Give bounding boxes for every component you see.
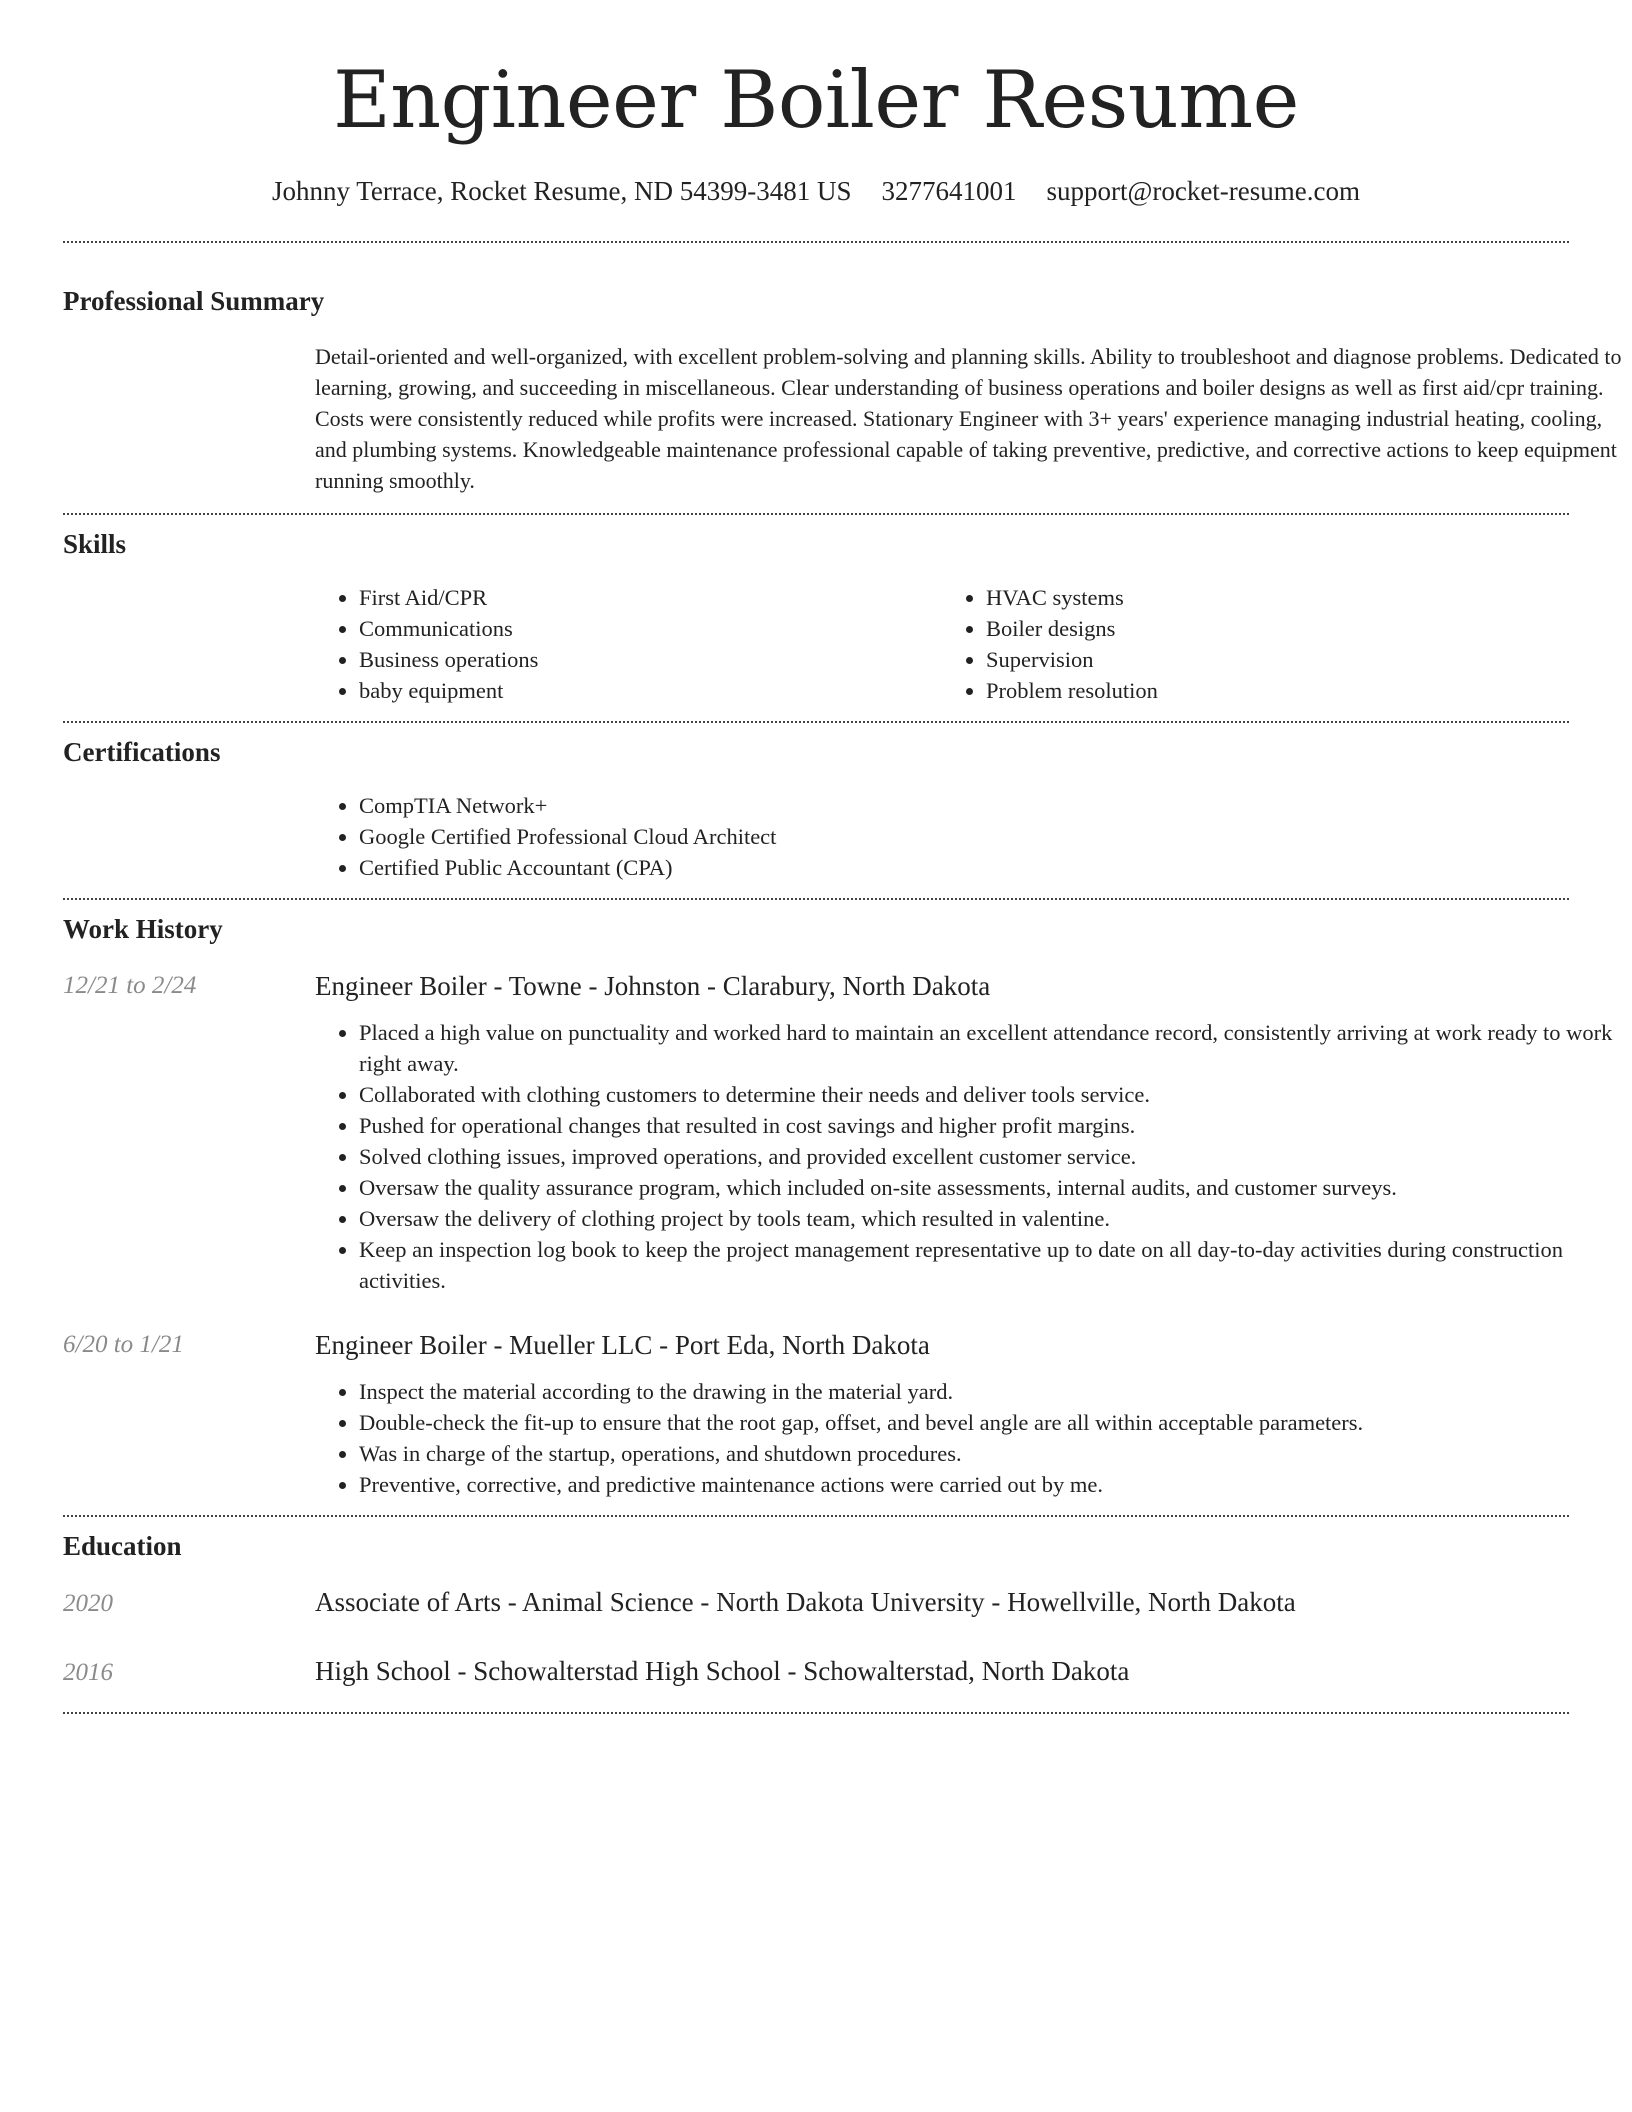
list-item: • Boiler designs bbox=[986, 613, 1569, 644]
resume-title: Engineer Boiler Resume bbox=[333, 54, 1299, 146]
list-item: • Oversaw the quality assurance program, which included on-site assessments, internal audits, and customer surveys. bbox=[359, 1172, 1629, 1203]
email[interactable]: support@rocket-resume.com bbox=[1046, 176, 1361, 206]
section-heading: Skills bbox=[63, 529, 127, 559]
list-item: • Double-check the fit-up to ensure that the root gap, offset, and bevel angle are all within acceptable parameters. bbox=[359, 1407, 1629, 1438]
list-item: • baby equipment bbox=[359, 675, 942, 706]
list-item: • Keep an inspection log book to keep the project management representative up to date on all day-to-day activities during construction activities. bbox=[359, 1234, 1629, 1296]
section-heading: Education bbox=[63, 1531, 182, 1561]
job-body bbox=[315, 1327, 1629, 1500]
job-entry bbox=[63, 968, 1613, 1296]
contact-line bbox=[63, 174, 1569, 208]
list-item: • Preventive, corrective, and predictive maintenance actions were carried out by me. bbox=[359, 1469, 1629, 1500]
education-entry bbox=[63, 1653, 1569, 1691]
certifications-body bbox=[315, 790, 1569, 883]
list-item: • Pushed for operational changes that resulted in cost savings and higher profit margins. bbox=[359, 1110, 1629, 1141]
job-title: Engineer Boiler - Towne - Johnston - Clarabury, North Dakota bbox=[315, 971, 991, 1001]
education-section bbox=[63, 1517, 1569, 1691]
list-item: • Was in charge of the startup, operations, and shutdown procedures. bbox=[359, 1438, 1629, 1469]
section-heading: Work History bbox=[63, 914, 223, 944]
list-item: • HVAC systems bbox=[986, 582, 1569, 613]
list-item: • Solved clothing issues, improved operations, and provided excellent customer service. bbox=[359, 1141, 1629, 1172]
list-item: • Business operations bbox=[359, 644, 942, 675]
list-item: • Placed a high value on punctuality and worked hard to maintain an excellent attendance record, consistently arriving at work ready to work right away. bbox=[359, 1017, 1629, 1079]
job-dates: 12/21 to 2/24 bbox=[63, 972, 197, 999]
list-item: • First Aid/CPR bbox=[359, 582, 942, 613]
skills-columns bbox=[315, 582, 1569, 706]
divider bbox=[63, 1712, 1569, 1714]
list-item: • Collaborated with clothing customers to determine their needs and deliver tools service. bbox=[359, 1079, 1629, 1110]
phone: 3277641001 bbox=[881, 176, 1017, 206]
summary-section bbox=[63, 243, 1622, 496]
job-body bbox=[315, 968, 1629, 1296]
certifications-section bbox=[63, 723, 1569, 883]
section-heading: Professional Summary bbox=[63, 286, 325, 316]
job-bullets bbox=[315, 1017, 1629, 1296]
work-section bbox=[63, 900, 1613, 1500]
education-year: 2020 bbox=[63, 1590, 113, 1617]
education-year: 2016 bbox=[63, 1659, 113, 1686]
skills-list-left bbox=[315, 582, 942, 706]
section-heading: Certifications bbox=[63, 737, 221, 767]
list-item: • Problem resolution bbox=[986, 675, 1569, 706]
education-entry bbox=[63, 1584, 1569, 1622]
job-dates: 6/20 to 1/21 bbox=[63, 1331, 184, 1358]
skills-list-right bbox=[942, 582, 1569, 706]
list-item: • Communications bbox=[359, 613, 942, 644]
address: Johnny Terrace, Rocket Resume, ND 54399-3481 US bbox=[271, 176, 852, 206]
education-text: Associate of Arts - Animal Science - North Dakota University - Howellville, North Dakota bbox=[315, 1587, 1296, 1617]
list-item: • Google Certified Professional Cloud Architect bbox=[359, 821, 1569, 852]
skills-section bbox=[63, 515, 1569, 706]
list-item: • Oversaw the delivery of clothing project by tools team, which resulted in valentine. bbox=[359, 1203, 1629, 1234]
summary-text: Detail-oriented and well-organized, with excellent problem-solving and planning skills. Ability to troubleshoot and diagnose problems. Dedicated to learning, growing, and succeeding in miscellaneous. Clear understanding of business operations and boiler designs as well as first aid/cpr training. Costs were consistently reduced while profits were increased. Stationary Engineer with 3+ years' experience managing industrial heating, cooling, and plumbing systems. Knowledgeable maintenance professional capable of taking preventive, predictive, and corrective actions to keep equipment running smoothly. bbox=[315, 344, 1622, 493]
job-bullets bbox=[315, 1376, 1629, 1500]
job-entry bbox=[63, 1327, 1569, 1500]
education-text: High School - Schowalterstad High School - Schowalterstad, North Dakota bbox=[315, 1656, 1130, 1686]
list-item: • Supervision bbox=[986, 644, 1569, 675]
certifications-list bbox=[315, 790, 1569, 883]
list-item: • Certified Public Accountant (CPA) bbox=[359, 852, 1569, 883]
list-item: • CompTIA Network+ bbox=[359, 790, 1569, 821]
job-title: Engineer Boiler - Mueller LLC - Port Eda, North Dakota bbox=[315, 1330, 930, 1360]
list-item: • Inspect the material according to the drawing in the material yard. bbox=[359, 1376, 1629, 1407]
